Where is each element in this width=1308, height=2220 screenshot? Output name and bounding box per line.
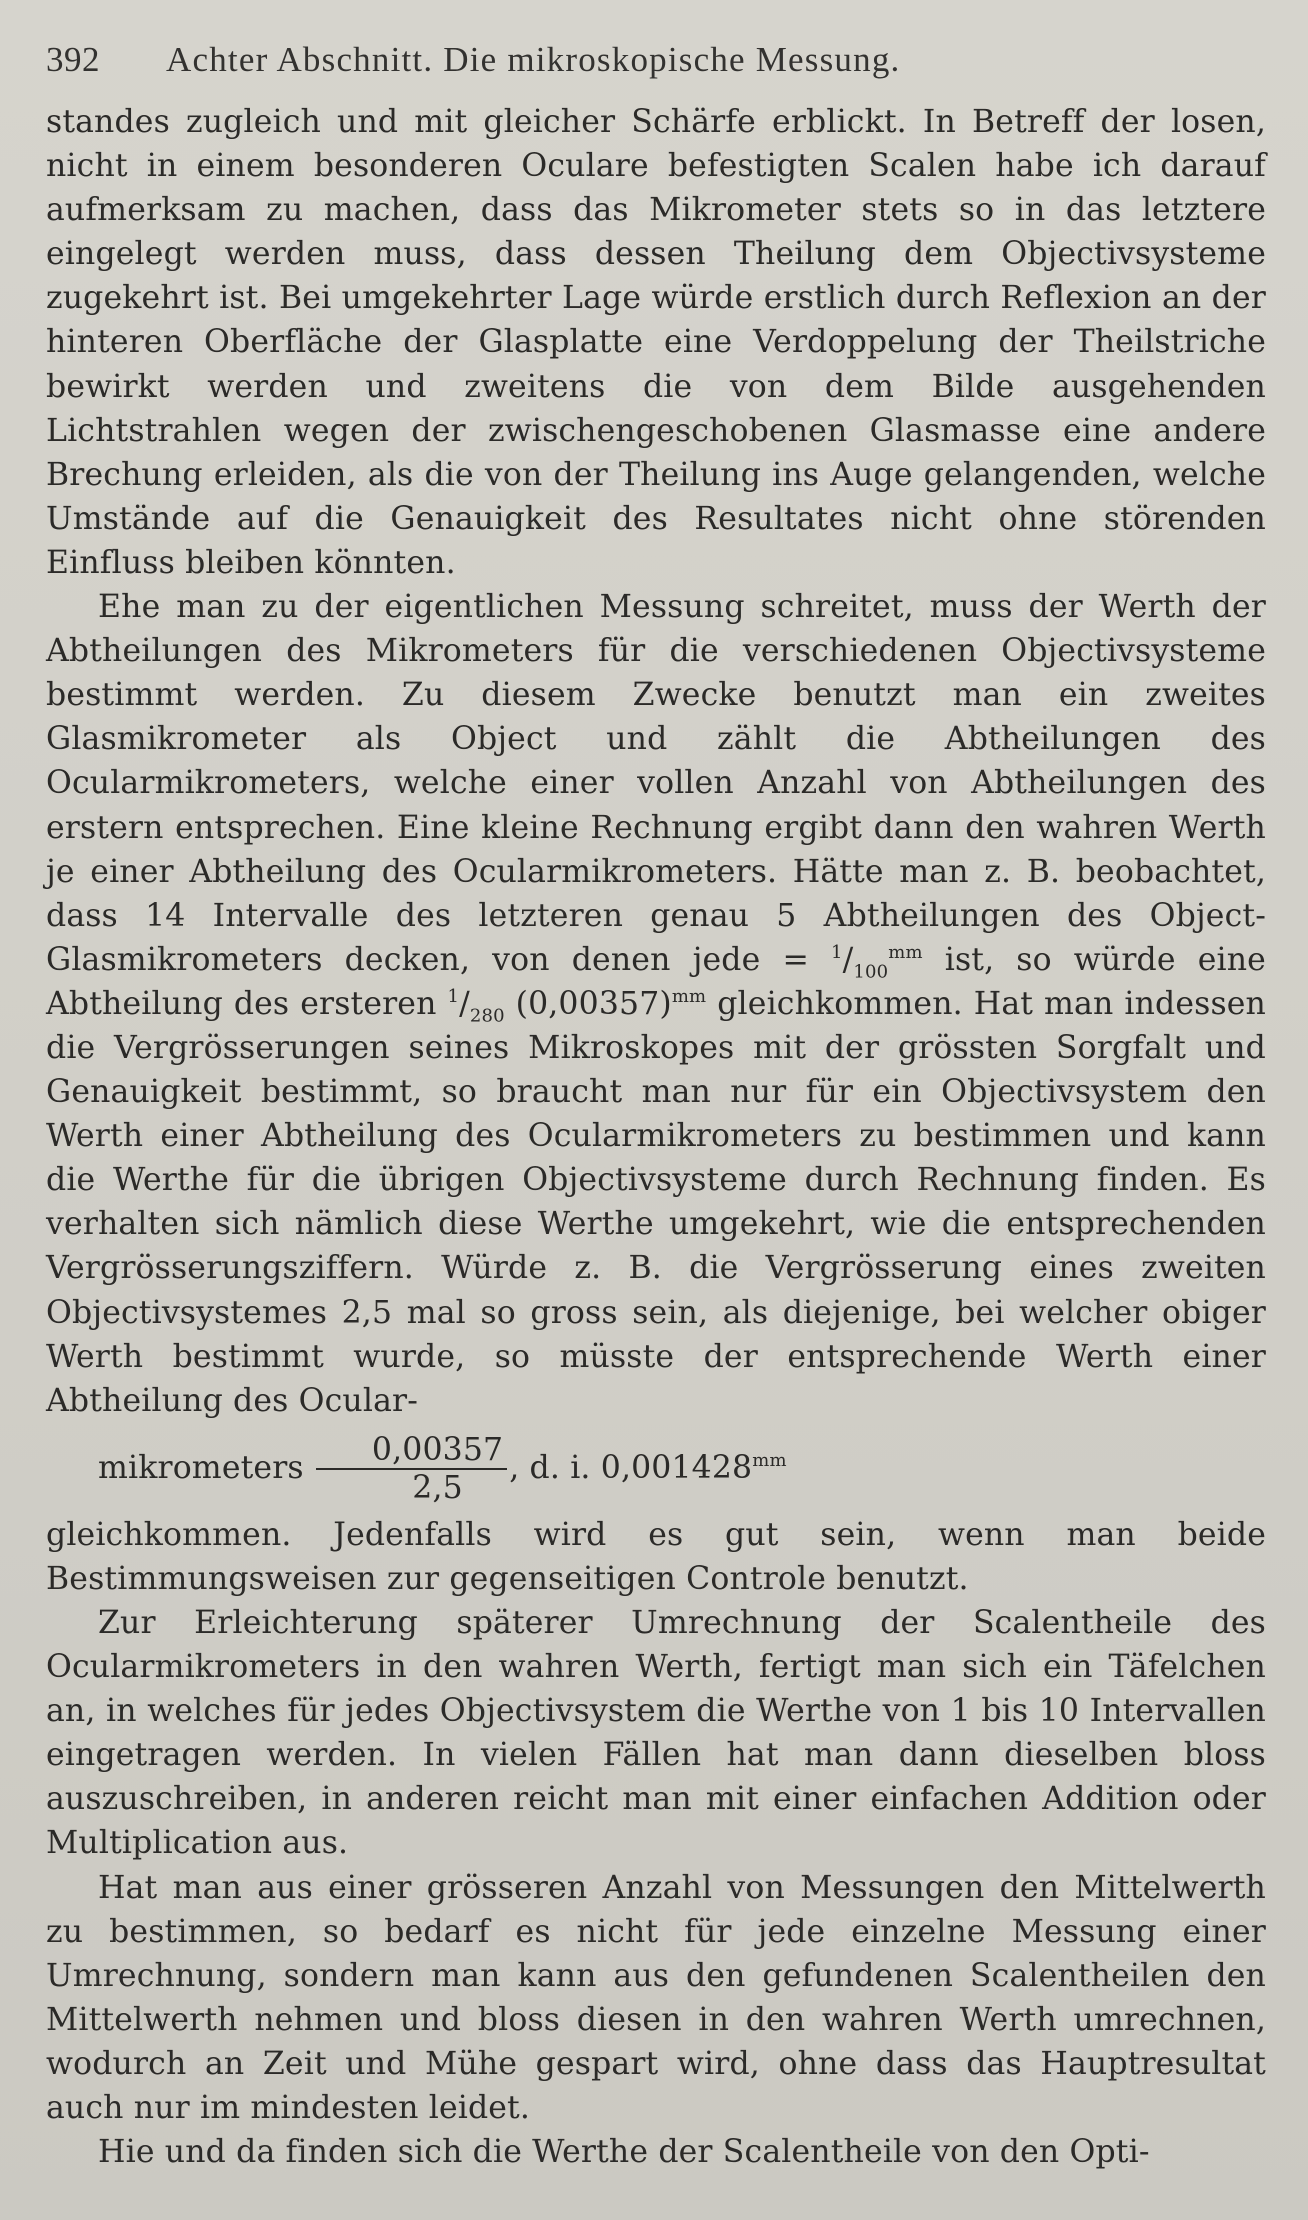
paragraph-2-part-c: gleichkommen. Hat man indessen die Vergrösserungen seines Mikroskopes mit der grössten Sorgfalt und Genauigkeit bestimmt, so braucht man nur für ein Objectivsystem den Werth einer Abtheilung des Ocularmikrometers zu bestimmen und kann die Werthe für die übrigen Objectivsysteme durch Rechnung finden. Es verhalten sich nämlich diese Werthe umgekehrt, wie die entsprechenden Vergrösserungsziffern. Würde z. B. die Vergrösserung eines zweiten Objectivsystemes 2,5 mal so gross sein, als diejenige, bei welcher obiger Werth bestimmt wurde, so müsste der entsprechende Werth einer Abtheilung des Ocular- [46,985,1266,1419]
formula-line [46,1423,1266,1513]
fraction-numerator: 1 [831,941,843,963]
formula-denominator: 2,5 [412,1470,463,1507]
paragraph-1: standes zugleich und mit gleicher Schärfe erblickt. In Betreff der losen, nicht in einem besonderen Oculare befestigten Scalen habe ich darauf aufmerksam zu machen, dass das Mikrometer stets so in das letztere eingelegt werden muss, dass dessen Theilung dem Objectivsysteme zugekehrt ist. Bei umgekehrter Lage würde erstlich durch Reflexion an der hinteren Oberfläche der Glasplatte eine Verdoppelung der Theilstriche bewirkt werden und zweitens die von dem Bilde ausgehenden Lichtstrahlen wegen der zwischengeschobenen Glasmasse eine andere Brechung erleiden, als die von der Theilung ins Auge gelangenden, welche Umstände auf die Genauigkeit des Resultates nicht ohne störenden Einfluss bleiben könnten. [46,104,1266,581]
body-text [46,100,1266,2174]
fraction-one-hundredth: $^1/_{100}^{mm}$ [831,941,923,983]
paragraph-2-part-b: ist, so würde eine Abtheilung des ersteren [46,941,1266,1022]
division-formula [316,1432,507,1506]
fraction-denominator: 280 [469,1005,505,1027]
page-number: 392 [46,40,100,79]
fraction-denominator: 100 [853,961,889,983]
paragraph-2-part-a: Ehe man zu der eigentlichen Messung schreitet, muss der Werth der Abtheilungen des Mikrometers für die verschiedenen Objectivsysteme bestimmt werden. Zu diesem Zwecke benutzt man ein zweites Glasmikrometer als Object und zählt die Abtheilungen des Ocularmikrometers, welche einer vollen Anzahl von Abtheilungen des erstern entsprechen. Eine kleine Rechnung ergibt dann den wahren Werth je einer Abtheilung des Ocularmikrometers. Hätte man z. B. beobachtet, dass 14 Intervalle des letzteren genau 5 Abtheilungen des Object-Glasmikrometers decken, von denen jede = [46,589,1266,978]
unit-mm: mm [888,941,923,963]
formula-numerator: 0,00357 [316,1432,507,1470]
fraction-numerator: 1 [447,985,460,1007]
unit-mm: mm [671,985,707,1007]
paragraph-2 [46,585,1266,1601]
paragraph-5: Hie und da finden sich die Werthe der Scalentheile von den Opti- [98,2134,1150,2171]
paragraph-2-part-f: gleichkommen. Jedenfalls wird es gut sein, wenn man beide Bestimmungsweisen zur gegenseitigen Controle benutzt. [46,1516,1266,1597]
paragraph-2-part-e: , d. i. 0,001428 [509,1449,753,1486]
paragraph-2-part-d: mikrometers [98,1449,304,1486]
running-title: Achter Abschnitt. Die mikroskopische Messung. [166,40,901,79]
page-header [46,40,1266,92]
value-in-parentheses: (0,00357) [515,985,672,1022]
paragraph-4: Hat man aus einer grösseren Anzahl von Messungen den Mittelwerth zu bestimmen, so bedarf es nicht für jede einzelne Messung einer Umrechnung, sondern man kann aus den gefundenen Scalentheilen den Mittelwerth nehmen und bloss diesen in den wahren Werth umrechnen, wodurch an Zeit und Mühe gespart wird, ohne dass das Hauptresultat auch nur im mindesten leidet. [46,1869,1266,2127]
paragraph-3: Zur Erleichterung späterer Umrechnung der Scalentheile des Ocularmikrometers in den wahren Werth, fertigt man sich ein Täfelchen an, in welches für jedes Objectivsystem die Werthe von 1 bis 10 Intervallen eingetragen werden. In vielen Fällen hat man dann dieselben bloss auszuschreiben, in anderen reicht man mit einer einfachen Addition oder Multiplication aus. [46,1605,1266,1862]
unit-mm: mm [752,1449,787,1471]
fraction-one-280th: $^1/_{280}$ [447,985,505,1027]
